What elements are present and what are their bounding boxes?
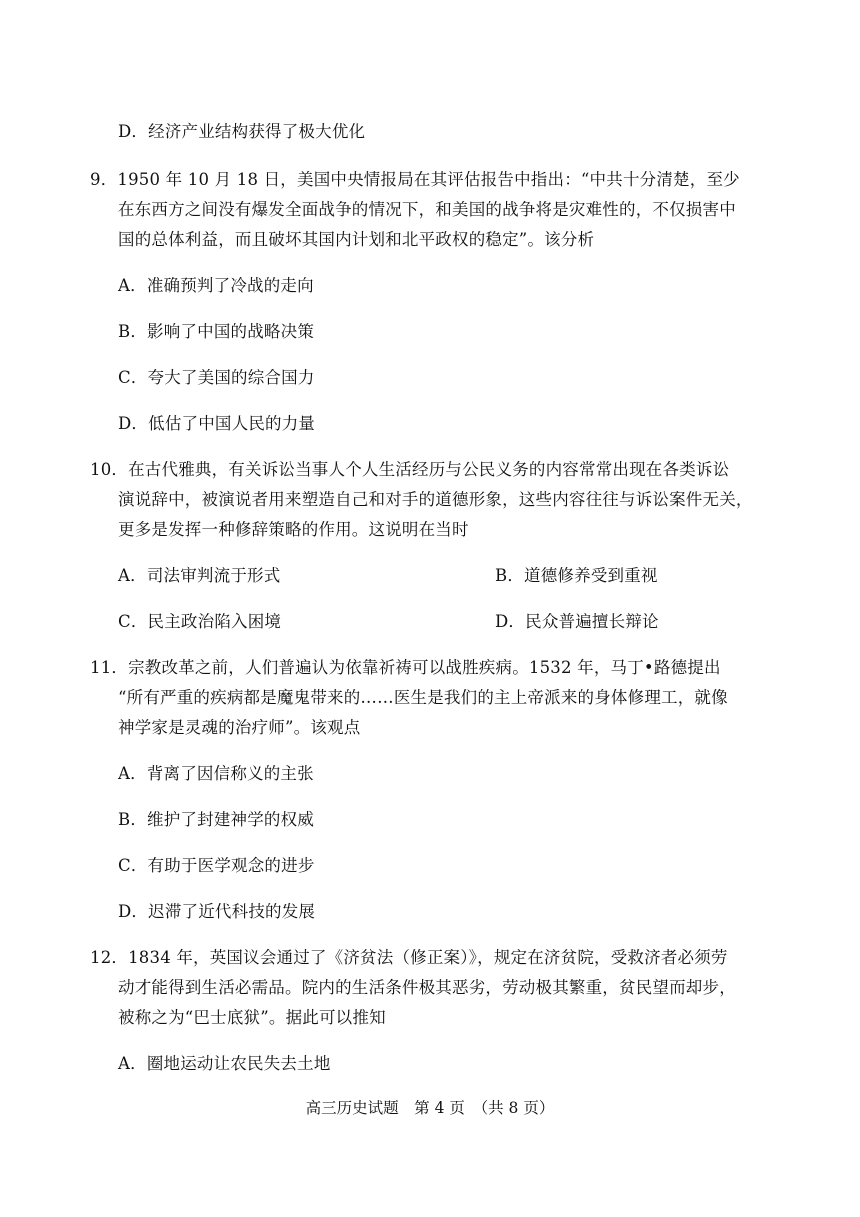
q9-option-a: A．准确预判了冷战的走向 [118, 276, 314, 295]
q11-stem-line-3: 神学家是灵魂的治疗师”。该观点 [118, 718, 361, 737]
q12-stem-line-3: 被称之为“巴士底狱”。据此可以推知 [118, 1008, 386, 1027]
q11-option-b: B．维护了封建神学的权威 [118, 810, 315, 829]
q10-option-a: A．司法审判流于形式 [118, 566, 281, 585]
q10-stem-line-1: 10．在古代雅典，有关诉讼当事人个人生活经历与公民义务的内容常常出现在各类诉讼 [90, 460, 730, 479]
q9-stem-line-2: 在东西方之间没有爆发全面战争的情况下，和美国的战争将是灾难性的，不仅损害中 [118, 200, 736, 219]
q12-stem-line-1: 12．1834 年，英国议会通过了《济贫法（修正案）》，规定在济贫院，受救济者必须劳 [90, 948, 728, 967]
q10-option-d: D．民众普遍擅长辩论 [495, 612, 659, 631]
q8-option-d: D．经济产业结构获得了极大优化 [118, 122, 366, 141]
q10-option-c: C．民主政治陷入困境 [118, 612, 282, 631]
q11-stem-line-2: “所有严重的疾病都是魔鬼带来的……医生是我们的主上帝派来的身体修理工，就像 [118, 688, 728, 707]
q11-option-a: A．背离了因信称义的主张 [118, 764, 314, 783]
q11-option-c: C．有助于医学观念的进步 [118, 856, 315, 875]
q11-option-d: D．迟滞了近代科技的发展 [118, 902, 316, 921]
q9-option-c: C．夸大了美国的综合国力 [118, 368, 315, 387]
page-footer: 高三历史试题 第 4 页 （共 8 页） [305, 1099, 555, 1117]
q9-stem-line-1: 9．1950 年 10 月 18 日，美国中央情报局在其评估报告中指出：“中共十分清楚，至少 [90, 170, 740, 189]
q10-stem-line-2: 演说辞中，被演说者用来塑造自己和对手的道德形象，这些内容往往与诉讼案件无关， [118, 490, 753, 509]
q9-option-b: B．影响了中国的战略决策 [118, 322, 315, 341]
q12-option-a: A．圈地运动让农民失去土地 [118, 1054, 331, 1073]
q12-stem-line-2: 动才能得到生活必需品。院内的生活条件极其恶劣，劳动极其繁重，贫民望而却步， [118, 978, 736, 997]
q10-option-b: B．道德修养受到重视 [495, 566, 658, 585]
q11-stem-line-1: 11．宗教改革之前，人们普遍认为依靠祈祷可以战胜疾病。1532 年，马丁•路德提出 [90, 658, 721, 677]
q9-option-d: D．低估了中国人民的力量 [118, 414, 316, 433]
q9-stem-line-3: 国的总体利益，而且破坏其国内计划和北平政权的稳定”。该分析 [118, 230, 595, 249]
q10-stem-line-3: 更多是发挥一种修辞策略的作用。这说明在当时 [118, 520, 469, 539]
